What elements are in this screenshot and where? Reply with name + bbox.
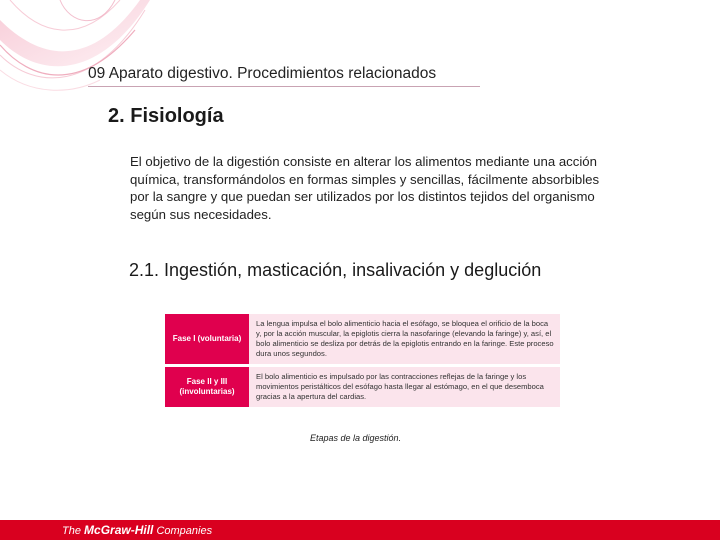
table-row <box>165 367 560 407</box>
logo-brand: McGraw-Hill <box>84 523 154 537</box>
logo-prefix: The <box>62 525 81 537</box>
chapter-title: 09 Aparato digestivo. Procedimientos relacionados <box>88 65 480 87</box>
publisher-logo <box>62 523 212 537</box>
phase-label: Fase II y III (involuntarias) <box>165 367 249 407</box>
phase-label: Fase I (voluntaria) <box>165 314 249 364</box>
section-title: 2. Fisiología <box>108 105 224 127</box>
digestion-phases-table <box>165 314 560 407</box>
logo-suffix: Companies <box>156 525 213 537</box>
footer-bar <box>0 520 720 540</box>
subsection-title: 2.1. Ingestión, masticación, insalivación y deglución <box>129 260 542 280</box>
phase-description: La lengua impulsa el bolo alimenticio hacia el esófago, se bloquea el orificio de la boca y, por la acción muscular, la epiglotis cierra la nasofaringe (elevando la faringe) y, así, el bolo alimenticio se desliza por detrás de la epiglotis entrando en la faringe. Este proceso dura unos segundos. <box>249 314 560 364</box>
table-caption: Etapas de la digestión. <box>310 433 402 443</box>
table-row <box>165 314 560 364</box>
intro-paragraph: El objetivo de la digestión consiste en alterar los alimentos mediante una acción química, transformándolos en formas simples y sencillas, fácilmente absorbibles por la sangre y que puedan ser utilizados por los distintos tejidos del organismo según sus necesidades. <box>130 154 600 222</box>
phase-description: El bolo alimenticio es impulsado por las contracciones reflejas de la faringe y los movimientos peristálticos del esófago hasta llegar al estómago, en el que desemboca gracias a la apertura del cardias. <box>249 367 560 407</box>
